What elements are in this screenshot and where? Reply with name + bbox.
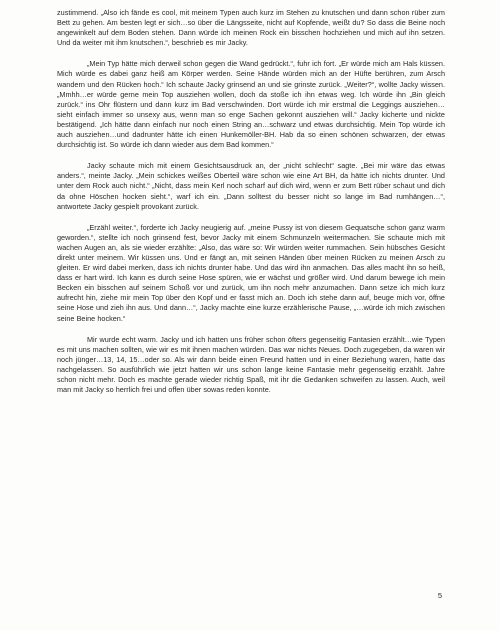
page-body: [57, 8, 445, 406]
paragraph-2: „Mein Typ hätte mich derweil schon gegen die Wand gedrückt.“, fuhr ich fort. „Er würde mich am Hals küssen. Mich würde es dabei ganz heiß am Körper werden. Seine Hände würden mich an der Hüfte berühren, zum Arsch wandern und den Rücken hoch.“ Ich schaute Jacky grinsend an und sie grinste zurück. „Weiter?“, wollte Jacky wissen. „Mmhh…er würde gerne mein Top ausziehen wollen, doch da stoße ich ihn etwas weg. Ich würde ihn „Bin gleich zurück.“ ins Ohr flüstern und dann kurz im Bad verschwinden. Dort würde ich mir erstmal die Leggings ausziehen…sieht einfach immer so unsexy aus, wenn man so enge Sachen gekonnt ausziehen will.“ Jacky kicherte und nickte bestätigend. „Ich hätte dann einfach nur noch einen String an…schwarz und etwas durchsichtig. Mein Top würde ich auch ausziehen…und dadrunter hätte ich einen Hunkemöller-BH. Hab da so einen schönen schwarzen, der etwas durchsichtig ist. So würde ich dann wieder aus dem Bad kommen.“: [57, 59, 445, 150]
paragraph-4: „Erzähl weiter.“, forderte ich Jacky neugierig auf. „meine Pussy ist von diesem Gequatsche schon ganz warm geworden.“, stellte ich noch grinsend fest, bevor Jacky mit einem Schmunzeln weitermachen. Sie schaute mich mit wachen Augen an, als sie wieder erzählte: „Also, das wäre so: Wir würden weiter rummachen. Sein hübsches Gesicht direkt unter meinem. Wir küssen uns. Und er fängt an, mit seinen Händen über meinen Rücken zu meinen Arsch zu gleiten. Er wird dabei merken, dass ich nichts drunter habe. Und das wird ihn anmachen. Das alles macht ihn so heiß, dass er hart wird. Ich kann es durch seine Hose spüren, wie er wächst und größer wird. Und darum bewege ich mein Becken ein bisschen auf seinem Schoß vor und zurück, um ihn noch mehr anzumachen. Dann setze ich mich kurz aufrecht hin, ziehe mir mein Top über den Kopf und er fasst mich an. Doch ich stehe dann auf, beuge mich vor, öffne seine Hose und zieh ihn aus. Und dann…“, Jacky machte eine kurze erzählerische Pause, „…würde ich mich zwischen seine Beine hocken.“: [57, 222, 445, 323]
paragraph-3: Jacky schaute mich mit einem Gesichtsausdruck an, der „nicht schlecht“ sagte. „Bei mir wäre das etwas anders.“, meinte Jacky. „Mein schickes weißes Oberteil wäre schon wie eine Art BH, da hätte ich nichts drunter. Und unter dem Rock auch nicht.“ „Nicht, dass mein Kerl noch scharf auf dich wird, wenn er zum Bett rüber schaut und dich da ohne Höschen hocken sieht.“, warf ich ein. „Dann solltest du besser nicht so lange im Bad rumhängen…“, antwortete Jacky gespielt provokant zurück.: [57, 161, 445, 211]
paragraph-5: Mir wurde echt warm. Jacky und ich hatten uns früher schon öfters gegenseitig Fantasien erzählt…wie Typen es mit uns machen sollten, wie wir es mit ihnen machen würden. Das war nichts Neues. Doch zugegeben, da waren wir noch jünger…13, 14, 15…oder so. Als wir dann beide einen Freund hatten und in einer Beziehung waren, hatte das nachgelassen. So ausführlich wie jetzt hatten wir uns schon lange keine Fantasie mehr gegenseitig erzählt. Jahre schon nicht mehr. Doch es machte gerade wieder richtig Spaß, mit ihr die Gedanken schweifen zu lassen. Auch, weil man mit Jacky so herrlich frei und offen über sowas reden konnte.: [57, 334, 445, 395]
page-number: 5: [437, 591, 442, 600]
paragraph-1: zustimmend. „Also ich fände es cool, mit meinem Typen auch kurz im Stehen zu knutschen und dann schon rüber zum Bett zu gehen. Am besten legt er sich…so über die Längsseite, nicht auf Kopfende, weißt du? So dass die Beine noch angewinkelt auf dem Boden stehen. Dann würde ich meinen Rock ein bisschen hochziehen und mich auf ihn setzen. Und da weiter mit ihm knutschen.“, beschrieb es mir Jacky.: [57, 8, 445, 48]
